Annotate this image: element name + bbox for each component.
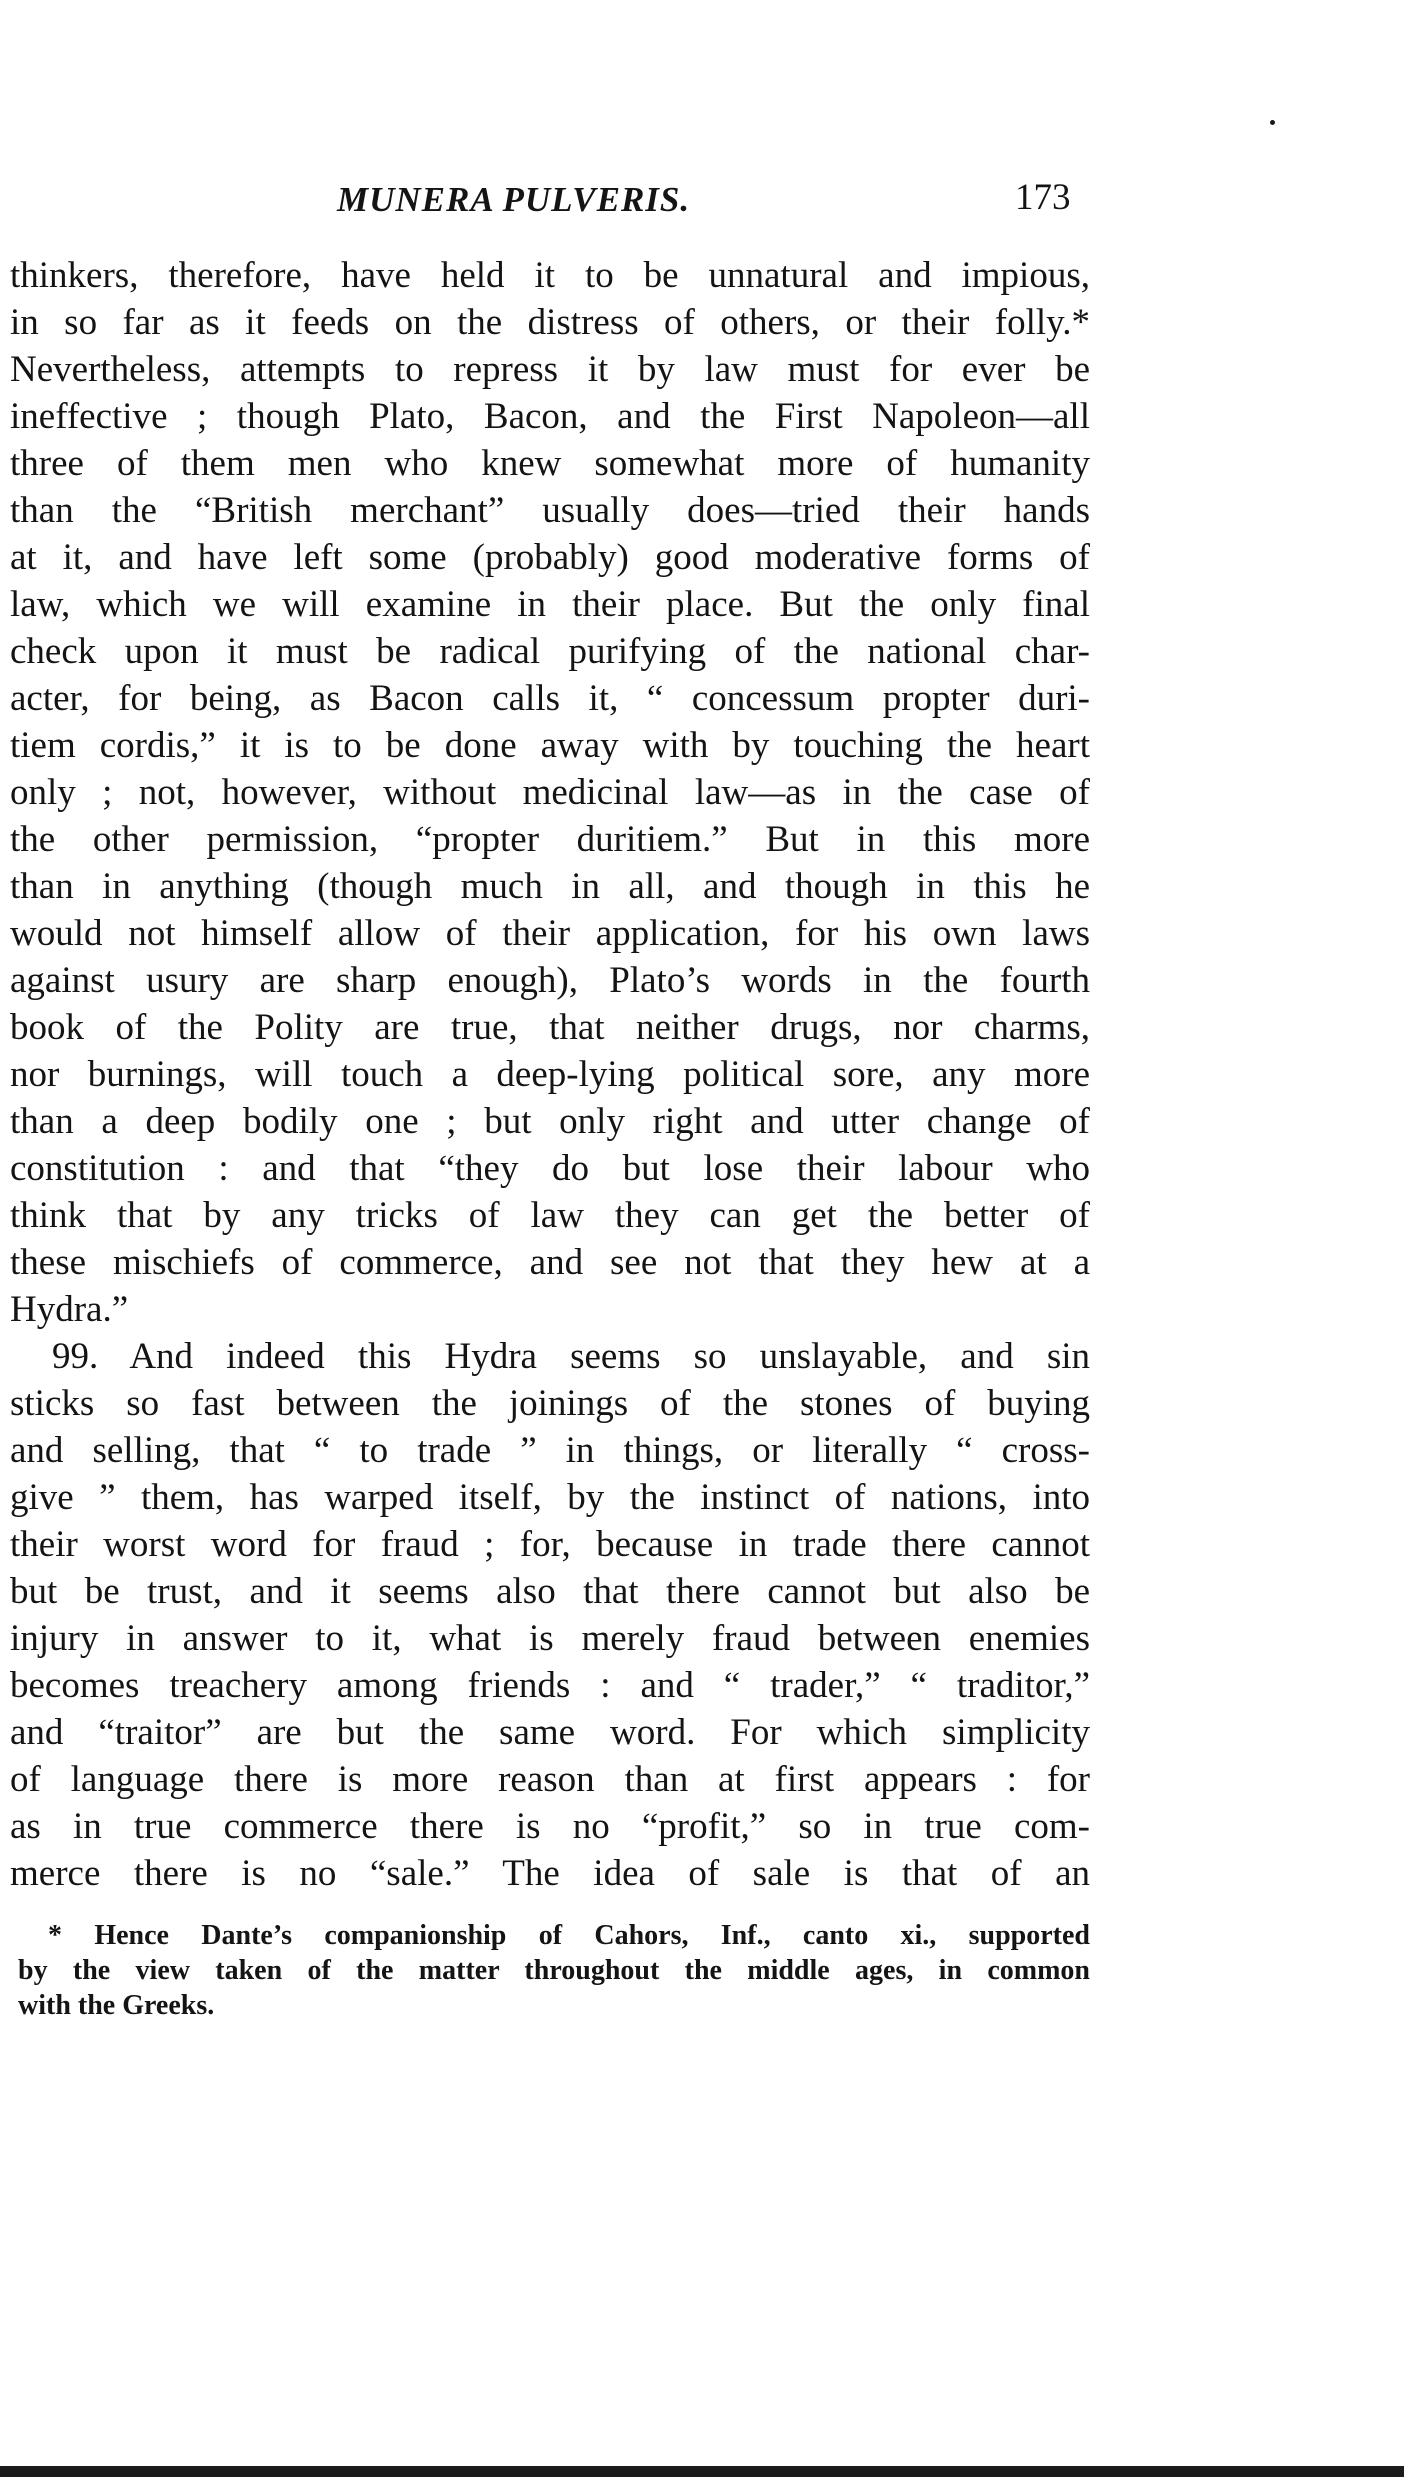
text-line: nor burnings, will touch a deep-lying political sore, any more xyxy=(10,1054,1090,1095)
text-line: think that by any tricks of law they can get the better of xyxy=(10,1195,1090,1236)
text-line: and selling, that “ to trade ” in things, or literally “ cross- xyxy=(10,1430,1090,1471)
scan-edge-bar xyxy=(0,2466,1404,2477)
text-line: of language there is more reason than at first appears : for xyxy=(10,1759,1090,1800)
text-line: their worst word for fraud ; for, because in trade there cannot xyxy=(10,1524,1090,1565)
text-line: check upon it must be radical purifying of the national char- xyxy=(10,631,1090,672)
text-line: merce there is no “sale.” The idea of sale is that of an xyxy=(10,1853,1090,1894)
text-line: but be trust, and it seems also that there cannot but also be xyxy=(10,1571,1090,1612)
text-line: as in true commerce there is no “profit,” so in true com- xyxy=(10,1806,1090,1847)
footnote xyxy=(18,1918,1090,2023)
text-line: becomes treachery among friends : and “ trader,” “ traditor,” xyxy=(10,1665,1090,1706)
text-line: only ; not, however, without medicinal law—as in the case of xyxy=(10,772,1090,813)
scan-speck xyxy=(1270,120,1275,125)
text-line: injury in answer to it, what is merely fraud between enemies xyxy=(10,1618,1090,1659)
page-number: 173 xyxy=(1015,177,1071,218)
text-line: Nevertheless, attempts to repress it by law must for ever be xyxy=(10,349,1090,390)
text-line: in so far as it feeds on the distress of others, or their folly.* xyxy=(10,302,1090,343)
running-head xyxy=(0,176,1404,226)
text-line: law, which we will examine in their place. But the only final xyxy=(10,584,1090,625)
text-line: give ” them, has warped itself, by the instinct of nations, into xyxy=(10,1477,1090,1518)
paragraph-start-line: 99. And indeed this Hydra seems so unslayable, and sin xyxy=(52,1336,1090,1377)
footnote-line: with the Greeks. xyxy=(18,1990,215,2021)
footnote-line: * Hence Dante’s companionship of Cahors, Inf., canto xi., supported xyxy=(48,1920,1090,1951)
text-line: the other permission, “propter duritiem.” But in this more xyxy=(10,819,1090,860)
text-line: at it, and have left some (probably) good moderative forms of xyxy=(10,537,1090,578)
text-line: three of them men who knew somewhat more of humanity xyxy=(10,443,1090,484)
text-line: than in anything (though much in all, and though in this he xyxy=(10,866,1090,907)
text-line: Hydra.” xyxy=(10,1289,129,1330)
text-line: these mischiefs of commerce, and see not that they hew at a xyxy=(10,1242,1090,1283)
running-title: MUNERA PULVERIS. xyxy=(337,180,691,219)
text-line: sticks so fast between the joinings of the stones of buying xyxy=(10,1383,1090,1424)
text-line: and “traitor” are but the same word. For which simplicity xyxy=(10,1712,1090,1753)
text-line: tiem cordis,” it is to be done away with by touching the heart xyxy=(10,725,1090,766)
text-line: would not himself allow of their application, for his own laws xyxy=(10,913,1090,954)
text-line: thinkers, therefore, have held it to be unnatural and impious, xyxy=(10,255,1090,296)
text-line: than the “British merchant” usually does—tried their hands xyxy=(10,490,1090,531)
text-line: against usury are sharp enough), Plato’s words in the fourth xyxy=(10,960,1090,1001)
text-line: constitution : and that “they do but lose their labour who xyxy=(10,1148,1090,1189)
text-line: acter, for being, as Bacon calls it, “ concessum propter duri- xyxy=(10,678,1090,719)
text-line: book of the Polity are true, that neither drugs, nor charms, xyxy=(10,1007,1090,1048)
body-text xyxy=(10,252,1090,1897)
text-line: ineffective ; though Plato, Bacon, and the First Napoleon—all xyxy=(10,396,1090,437)
text-line: than a deep bodily one ; but only right and utter change of xyxy=(10,1101,1090,1142)
footnote-line: by the view taken of the matter throughout the middle ages, in common xyxy=(18,1955,1090,1986)
